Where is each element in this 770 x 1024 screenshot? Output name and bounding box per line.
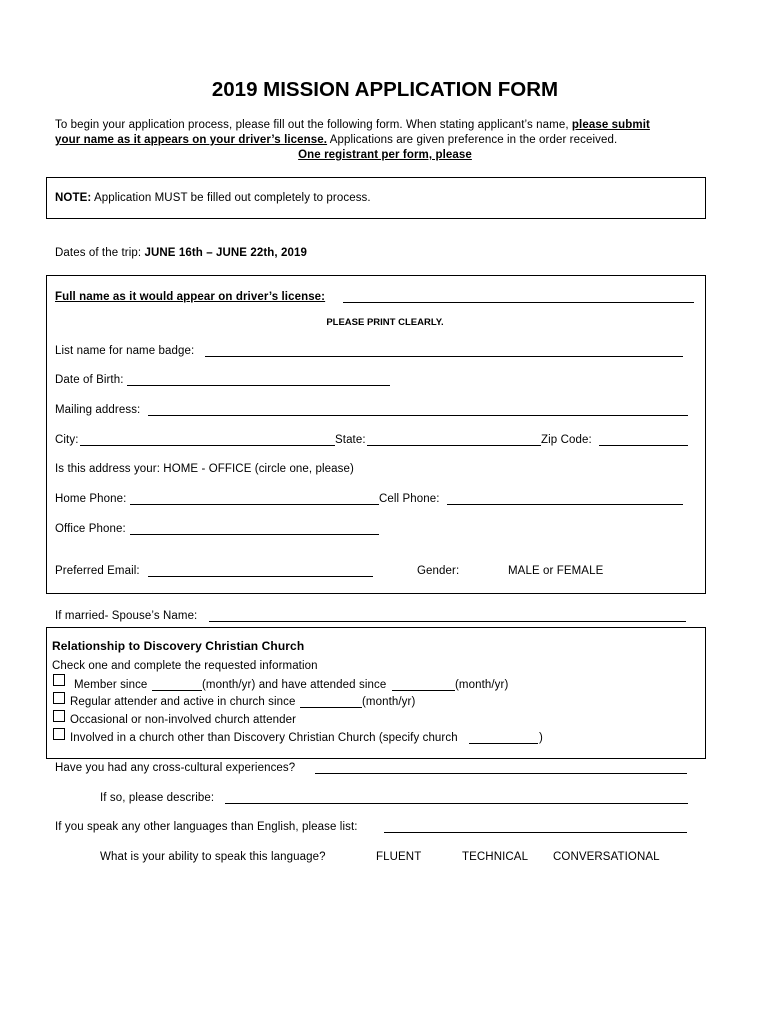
intro-line-1 <box>55 119 650 131</box>
cross-cultural-field[interactable] <box>315 773 687 774</box>
languages-field[interactable] <box>384 832 687 833</box>
mailing-address-field[interactable] <box>148 415 688 416</box>
email-field[interactable] <box>148 576 373 577</box>
member-since-field[interactable] <box>152 690 202 691</box>
office-phone-label: Office Phone: <box>55 523 126 535</box>
intro-emphasis-2: your name as it appears on your driver’s license. <box>55 134 328 146</box>
home-phone-label: Home Phone: <box>55 493 127 505</box>
intro-text-2: Applications are given preference in the order received. <box>329 134 618 146</box>
note-label: NOTE: <box>55 192 92 204</box>
city-field[interactable] <box>80 445 335 446</box>
cell-phone-field[interactable] <box>447 504 683 505</box>
gender-options[interactable]: MALE or FEMALE <box>508 565 604 577</box>
intro-line-2 <box>55 134 617 146</box>
state-field[interactable] <box>367 445 541 446</box>
regular-attender-label: Regular attender and active in church since <box>70 696 296 708</box>
mailing-address-label: Mailing address: <box>55 404 141 416</box>
full-name-field[interactable] <box>343 302 694 303</box>
describe-field[interactable] <box>225 803 688 804</box>
cross-cultural-label: Have you had any cross-cultural experiences? <box>55 762 296 774</box>
occasional-attender-checkbox[interactable] <box>53 710 65 722</box>
attended-since-field[interactable] <box>392 690 455 691</box>
cell-phone-label: Cell Phone: <box>379 493 440 505</box>
ability-conversational[interactable]: CONVERSATIONAL <box>553 851 660 863</box>
state-label: State: <box>335 434 366 446</box>
zip-field[interactable] <box>599 445 688 446</box>
intro-emphasis-1: please submit <box>571 119 650 131</box>
other-church-close: ) <box>539 732 543 744</box>
zip-label: Zip Code: <box>541 434 592 446</box>
full-name-label: Full name as it would appear on driver’s license: <box>55 291 326 303</box>
languages-label: If you speak any other languages than English, please list: <box>55 821 358 833</box>
dob-label: Date of Birth: <box>55 374 124 386</box>
language-ability-label: What is your ability to speak this language? <box>100 851 326 863</box>
describe-label: If so, please describe: <box>100 792 215 804</box>
note-text <box>55 192 371 204</box>
trip-dates-label: Dates of the trip: <box>55 247 142 259</box>
relationship-heading: Relationship to Discovery Christian Church <box>52 639 305 653</box>
spouse-name-label: If married- Spouse’s Name: <box>55 610 198 622</box>
office-phone-field[interactable] <box>130 534 379 535</box>
other-church-label: Involved in a church other than Discovery Christian Church (specify church <box>70 732 458 744</box>
gender-label: Gender: <box>417 565 460 577</box>
attended-since-unit: (month/yr) <box>455 679 509 691</box>
spouse-name-field[interactable] <box>209 621 686 622</box>
other-church-field[interactable] <box>469 743 538 744</box>
print-clearly-note: PLEASE PRINT CLEARLY. <box>326 317 444 328</box>
attended-since-label: (month/yr) and have attended since <box>202 679 387 691</box>
address-type-prompt: Is this address your: HOME - OFFICE (circle one, please) <box>55 463 354 475</box>
badge-name-label: List name for name badge: <box>55 345 195 357</box>
home-phone-field[interactable] <box>130 504 379 505</box>
email-label: Preferred Email: <box>55 565 140 577</box>
ability-fluent[interactable]: FLUENT <box>376 851 422 863</box>
badge-name-field[interactable] <box>205 356 683 357</box>
intro-line-3: One registrant per form, please <box>298 149 472 161</box>
form-title: 2019 MISSION APPLICATION FORM <box>211 78 559 101</box>
other-church-checkbox[interactable] <box>53 728 65 740</box>
relationship-instruction: Check one and complete the requested information <box>52 660 318 672</box>
note-body: Application MUST be filled out completely to process. <box>93 192 371 204</box>
regular-attender-since-field[interactable] <box>300 707 362 708</box>
dob-field[interactable] <box>127 385 390 386</box>
city-label: City: <box>55 434 79 446</box>
occasional-attender-label: Occasional or non-involved church attender <box>70 714 297 726</box>
intro-text-1: To begin your application process, please fill out the following form. When stating applicant’s name, <box>55 119 569 131</box>
regular-attender-unit: (month/yr) <box>362 696 416 708</box>
member-since-label: Member since <box>74 679 148 691</box>
regular-attender-checkbox[interactable] <box>53 692 65 704</box>
trip-dates-value: JUNE 16th – JUNE 22th, 2019 <box>144 247 307 259</box>
ability-technical[interactable]: TECHNICAL <box>462 851 529 863</box>
member-checkbox[interactable] <box>53 674 65 686</box>
trip-dates <box>55 247 307 259</box>
